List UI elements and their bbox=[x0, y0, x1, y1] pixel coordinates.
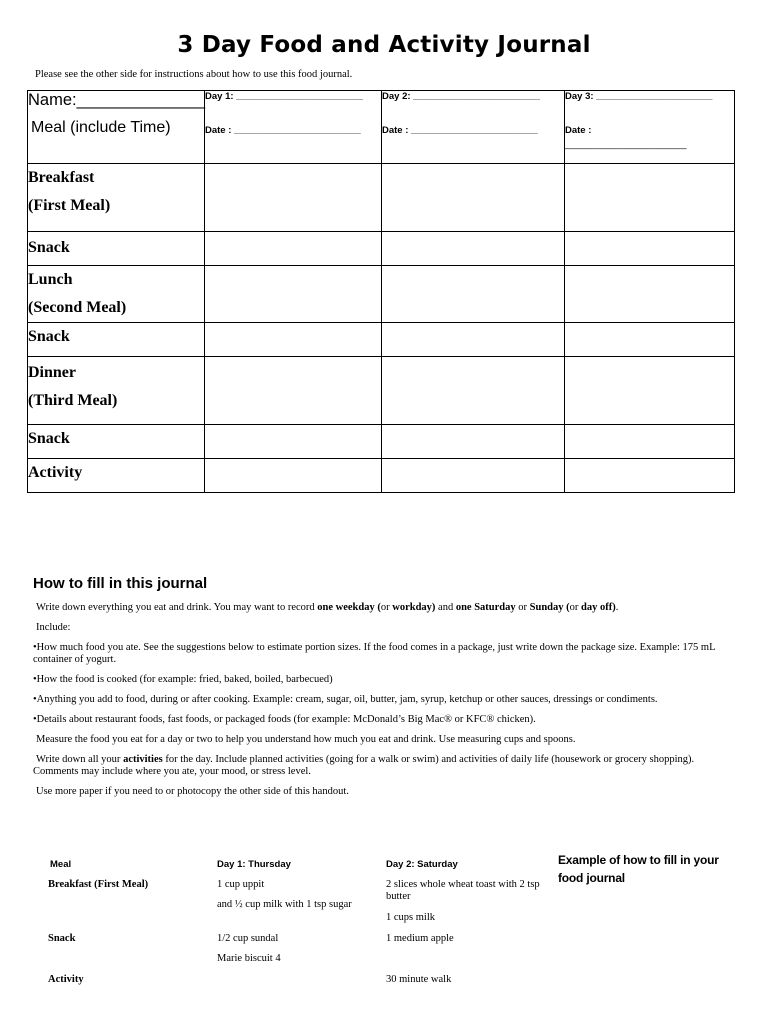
entry-cell-dinner-day-2[interactable] bbox=[382, 357, 565, 425]
instructions-heading: How to fill in this journal bbox=[33, 575, 208, 592]
journal-header-row bbox=[28, 91, 735, 164]
instruction-item bbox=[33, 602, 723, 614]
example-label-activity: Activity bbox=[48, 974, 84, 985]
meal-label-line1: Breakfast bbox=[28, 169, 95, 186]
entry-cell-snack-1-day-2[interactable] bbox=[382, 232, 565, 266]
instruction-item bbox=[33, 734, 723, 746]
entry-cell-snack-3-day-1[interactable] bbox=[205, 425, 382, 459]
example-header-day-2: Day 2: Saturday bbox=[386, 859, 458, 870]
entry-cell-snack-2-day-2[interactable] bbox=[382, 323, 565, 357]
journal-table bbox=[27, 90, 735, 493]
entry-cell-lunch-day-1[interactable] bbox=[205, 266, 382, 323]
entry-cell-snack-1-day-3[interactable] bbox=[565, 232, 735, 266]
instruction-text: for the day. Include planned activities (going for a walk or swim) and activities of daily life (housework or grocery shopping). Comments may include where you ate, your mood, or stress level. bbox=[33, 754, 695, 777]
meal-column-label: Meal (include Time) bbox=[31, 119, 171, 136]
entry-cell-lunch-day-2[interactable] bbox=[382, 266, 565, 323]
day-3-date-field[interactable]: Date : bbox=[565, 125, 592, 136]
meal-label-line1: Snack bbox=[28, 328, 70, 345]
instruction-item: •How the food is cooked (for example: fried, baked, boiled, barbecued) bbox=[33, 674, 333, 685]
instruction-bold: day off) bbox=[581, 602, 616, 613]
example-snack-day-2: 1 medium apple bbox=[386, 933, 454, 944]
instruction-bold: Sunday ( bbox=[529, 602, 570, 613]
example-activity-day-2: 30 minute walk bbox=[386, 974, 452, 985]
meal-label-activity bbox=[28, 459, 205, 493]
entry-cell-activity-day-1[interactable] bbox=[205, 459, 382, 493]
instruction-bold: workday) bbox=[392, 602, 436, 613]
instruction-text: and bbox=[435, 602, 456, 613]
instruction-text: or bbox=[569, 602, 581, 613]
journal-row-snack-1 bbox=[28, 232, 735, 266]
header-cell-day-1[interactable] bbox=[205, 91, 382, 164]
entry-cell-snack-3-day-3[interactable] bbox=[565, 425, 735, 459]
day-3-date-underline: _______________________ bbox=[565, 139, 687, 150]
entry-cell-dinner-day-3[interactable] bbox=[565, 357, 735, 425]
entry-cell-snack-3-day-2[interactable] bbox=[382, 425, 565, 459]
example-breakfast-day-2: 2 slices whole wheat toast with 2 tsp butter bbox=[386, 879, 540, 902]
entry-cell-activity-day-2[interactable] bbox=[382, 459, 565, 493]
meal-label-lunch bbox=[28, 266, 205, 323]
instruction-text: or bbox=[380, 602, 393, 613]
meal-label-line1: Dinner bbox=[28, 364, 76, 381]
instruction-item: •Details about restaurant foods, fast foods, or packaged foods (for example: McDonald’s Big Mac® or KFC® chicken). bbox=[33, 714, 536, 725]
name-field[interactable]: Name:______________ bbox=[28, 91, 206, 109]
meal-label-snack-3 bbox=[28, 425, 205, 459]
instruction-item: •How much food you ate. See the suggestions below to estimate portion sizes. If the food comes in a package, just write down the package size. Example: 175 mL container of yogurt. bbox=[33, 642, 716, 665]
header-cell-day-3[interactable] bbox=[565, 91, 735, 164]
instruction-bold: one Saturday bbox=[455, 602, 516, 613]
instruction-text: Write down everything you eat and drink. You may want to record bbox=[36, 602, 318, 613]
instruction-item bbox=[33, 754, 723, 778]
meal-label-line1: Snack bbox=[28, 239, 70, 256]
example-snack-day-1: 1/2 cup sundal bbox=[217, 933, 279, 944]
instruction-text: Use more paper if you need to or photocopy the other side of this handout. bbox=[36, 786, 349, 797]
example-header-day-1: Day 1: Thursday bbox=[217, 859, 291, 870]
meal-label-line1: Activity bbox=[28, 464, 83, 481]
instruction-text: or bbox=[515, 602, 530, 613]
example-label-snack: Snack bbox=[48, 933, 76, 944]
entry-cell-snack-1-day-1[interactable] bbox=[205, 232, 382, 266]
meal-label-line1: Lunch bbox=[28, 271, 73, 288]
entry-cell-breakfast-day-2[interactable] bbox=[382, 164, 565, 232]
entry-cell-activity-day-3[interactable] bbox=[565, 459, 735, 493]
instruction-text: . bbox=[615, 602, 619, 613]
entry-cell-lunch-day-3[interactable] bbox=[565, 266, 735, 323]
journal-row-snack-2 bbox=[28, 323, 735, 357]
entry-cell-breakfast-day-3[interactable] bbox=[565, 164, 735, 232]
meal-label-line2: (First Meal) bbox=[28, 197, 111, 214]
instructions-list bbox=[33, 602, 723, 806]
instruction-item bbox=[33, 786, 723, 798]
journal-row-dinner bbox=[28, 357, 735, 425]
meal-label-dinner bbox=[28, 357, 205, 425]
instruction-text: Measure the food you eat for a day or two to help you understand how much you eat and drink. Use measuring cups and spoons. bbox=[36, 734, 576, 745]
example-breakfast-day-1: 1 cup uppit bbox=[217, 879, 265, 890]
instruction-bold: one weekday ( bbox=[317, 602, 381, 613]
day-2-date-field[interactable]: Date : ________________________ bbox=[382, 125, 538, 136]
example-label-breakfast: Breakfast (First Meal) bbox=[48, 879, 149, 890]
day-2-field[interactable]: Day 2: ________________________ bbox=[382, 91, 540, 102]
instruction-bold: activities bbox=[123, 754, 163, 765]
entry-cell-breakfast-day-1[interactable] bbox=[205, 164, 382, 232]
instruction-text: Include: bbox=[36, 622, 71, 633]
meal-label-line2: (Second Meal) bbox=[28, 299, 127, 316]
day-1-date-field[interactable]: Date : ________________________ bbox=[205, 125, 361, 136]
meal-label-snack-2 bbox=[28, 323, 205, 357]
journal-row-breakfast bbox=[28, 164, 735, 232]
entry-cell-snack-2-day-3[interactable] bbox=[565, 323, 735, 357]
entry-cell-snack-2-day-1[interactable] bbox=[205, 323, 382, 357]
example-breakfast-day-1-extra: and ½ cup milk with 1 tsp sugar bbox=[217, 899, 352, 910]
journal-row-lunch bbox=[28, 266, 735, 323]
example-note: Example of how to fill in your food journal bbox=[558, 853, 719, 885]
journal-row-snack-3 bbox=[28, 425, 735, 459]
example-breakfast-day-2-extra: 1 cups milk bbox=[386, 912, 435, 923]
day-3-field[interactable]: Day 3: ______________________ bbox=[565, 91, 713, 102]
meal-label-snack-1 bbox=[28, 232, 205, 266]
header-cell-name[interactable] bbox=[28, 91, 205, 164]
page-subtitle: Please see the other side for instructions about how to use this food journal. bbox=[35, 69, 353, 80]
instruction-text: Write down all your bbox=[36, 754, 124, 765]
example-snack-day-1-extra: Marie biscuit 4 bbox=[217, 953, 281, 964]
meal-label-line2: (Third Meal) bbox=[28, 392, 118, 409]
meal-label-line1: Snack bbox=[28, 430, 70, 447]
page-title: 3 Day Food and Activity Journal bbox=[177, 32, 591, 58]
example-header-meal: Meal bbox=[50, 859, 72, 870]
entry-cell-dinner-day-1[interactable] bbox=[205, 357, 382, 425]
instruction-item: •Anything you add to food, during or after cooking. Example: cream, sugar, oil, butter, jam, syrup, ketchup or other sauces, dressings or condiments. bbox=[33, 694, 658, 705]
meal-label-breakfast bbox=[28, 164, 205, 232]
journal-row-activity bbox=[28, 459, 735, 493]
instruction-item bbox=[33, 622, 723, 634]
header-cell-day-2[interactable] bbox=[382, 91, 565, 164]
day-1-field[interactable]: Day 1: ________________________ bbox=[205, 91, 363, 102]
